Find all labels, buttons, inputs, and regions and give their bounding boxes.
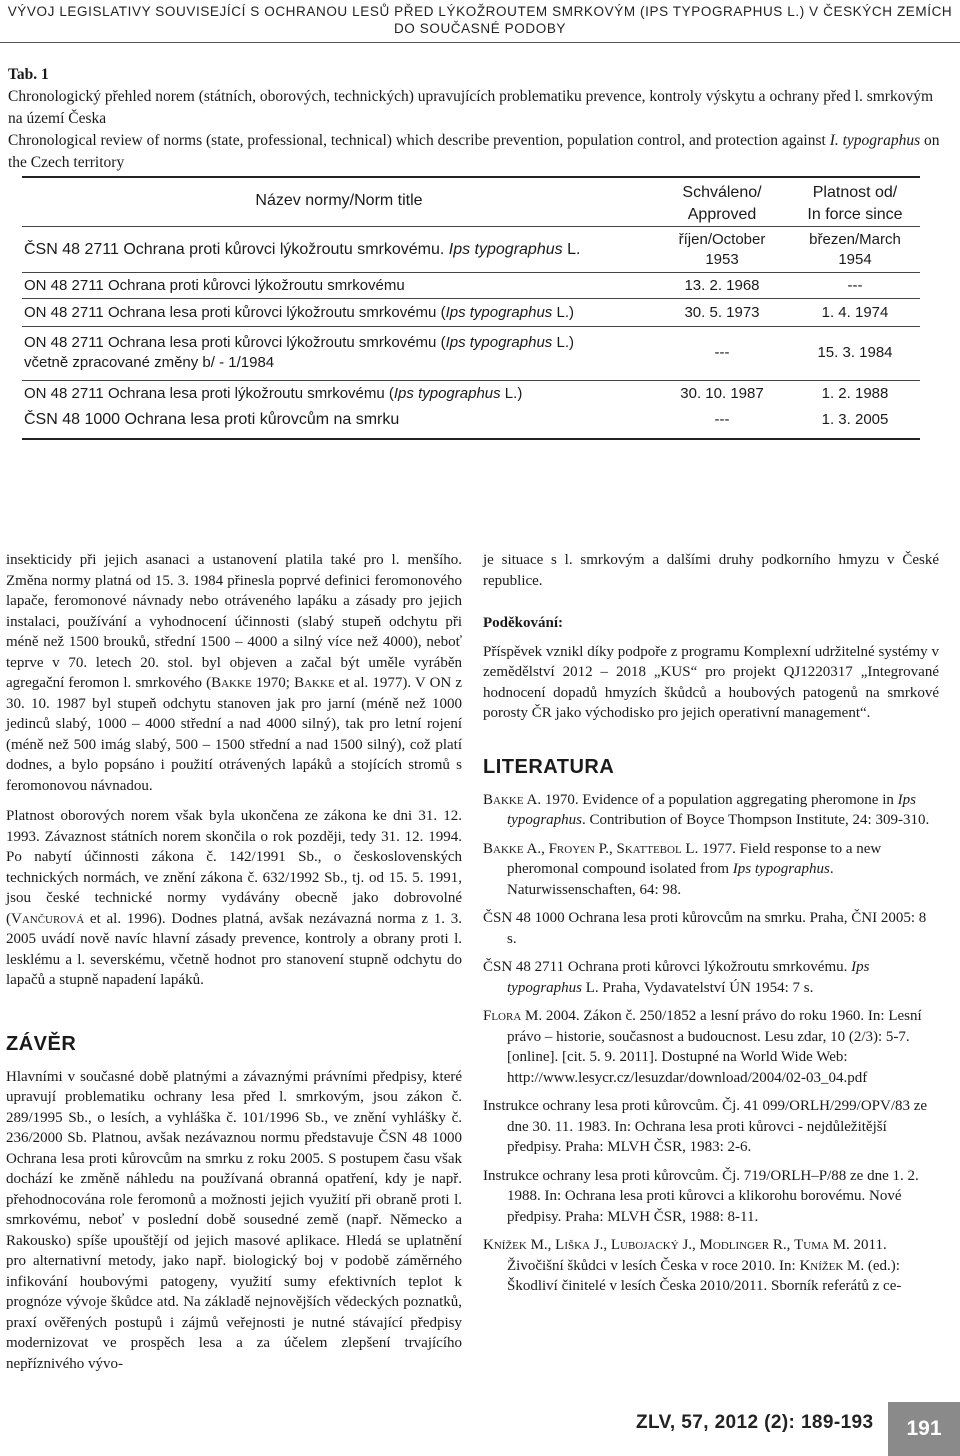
caption-english-tail: on the Czech territory xyxy=(8,132,940,171)
header-force-cz: Platnost od/ xyxy=(812,184,898,201)
table-row-5-title: ČSN 48 1000 Ochrana lesa proti kůrovcům na smrku xyxy=(24,411,400,428)
table-row-2-in-force: 1. 4. 1974 xyxy=(821,304,889,321)
ref-author: Skattebol xyxy=(616,840,682,857)
row-force-a: březen/March xyxy=(809,231,901,248)
row-species: Ips typographus xyxy=(445,304,553,321)
right-column xyxy=(483,550,939,1305)
row-title-tail: L.) xyxy=(552,334,574,351)
reference-item: Instrukce ochrany lesa proti kůrovcům. Čj. 41 099/ORLH/299/OPV/83 ze dne 30. 11. 1983. In: Ochrana lesa proti kůrovci - nejdůležitější předpisy. Praha: MLVH ČSR, 1983: 2-6. xyxy=(483,1098,928,1155)
table-caption xyxy=(8,64,943,174)
ref-text: M. 2004. Zákon č. 250/1852 a lesní právo do roku 1960. In: Lesní právo – historie, současnost a budoucnost. Lesu zdar, 10 (2/3): 5-7. [online]. [cit. 5. 9. 2011]. Dostupné na World Wide Web: http://www.lesycr.cz/lesuzdar/download/2004/02-03_04.pdf xyxy=(507,1008,922,1086)
ref-text: A. 1970. Evidence of a population aggregating pheromone in xyxy=(523,791,898,808)
row-title-text: ČSN 48 2711 Ochrana proti kůrovci lýkožroutu smrkovému. xyxy=(24,241,449,258)
ref-author: Tuma xyxy=(794,1237,829,1253)
table-row-1-approved: 13. 2. 1968 xyxy=(684,277,760,294)
row-species: Ips typographus xyxy=(393,385,501,402)
reference-item: Instrukce ochrany lesa proti kůrovcům. Čj. 719/ORLH–P/88 ze dne 1. 2. 1988. In: Ochrana lesa proti kůrovci a klikorohu borovému. Nové předpisy. Praha: MLVH ČSR, 1988: 8-11. xyxy=(483,1167,919,1225)
ref-text: . Contribution of Boyce Thompson Institute, 24: 309-310. xyxy=(582,812,930,828)
header-approved-en: Approved xyxy=(687,206,757,223)
table-row-3-in-force: 15. 3. 1984 xyxy=(817,344,893,361)
header-in-force xyxy=(790,182,920,226)
section-heading-literature: LITERATURA xyxy=(483,755,615,778)
left-column xyxy=(6,550,462,1384)
header-rule xyxy=(22,226,920,227)
ref-italic: Ips typographus xyxy=(507,959,870,996)
table-row-4-approved: 30. 10. 1987 xyxy=(680,385,764,402)
table-row-4-in-force: 1. 2. 1988 xyxy=(821,385,889,402)
ref-text: R., xyxy=(769,1237,795,1253)
row-rule xyxy=(22,326,920,327)
table-bottom-rule xyxy=(22,438,920,440)
reference-item: ČSN 48 1000 Ochrana lesa proti kůrovcům na smrku. Praha, ČNI 2005: 8 s. xyxy=(483,910,927,947)
row-title-tail: L. xyxy=(562,241,581,258)
caption-species: I. typographus xyxy=(829,132,921,149)
paragraph-text: 1970; xyxy=(251,675,295,691)
row-title-text: ON 48 2711 Ochrana lesa proti kůrovci lýkožroutu smrkovému ( xyxy=(24,334,446,351)
ref-text: M. (ed.): Škodliví činitelé v lesích Česka 2010/2011. Sborník referátů z ce- xyxy=(507,1257,902,1294)
ref-author: Liška xyxy=(555,1237,591,1253)
table-row-4-title xyxy=(24,384,654,404)
paragraph-text: Platnost oborových norem však byla ukončena ze zákona ke dni 31. 12. 1993. Závaznost státních norem skončila o rok později, tedy 31. 12. 1994. Po nabytí účinnosti zákona č. 142/1991 Sb., o československých technických normách, ve znění zákona č. 632/1992 Sb., tj. od 15. 5. 1991, jsou české technické normy vydávány obecně jako dobrovolné ( xyxy=(6,808,462,927)
reference-item xyxy=(483,1006,939,1088)
reference-item xyxy=(483,839,939,901)
ref-italic: Ips typographus xyxy=(507,791,916,828)
header-force-en: In force since xyxy=(807,206,903,223)
ref-author: Flora xyxy=(483,1008,522,1024)
citation-author: Bakke xyxy=(211,675,252,691)
table-row-0-title xyxy=(24,240,654,260)
ref-author: Froyen xyxy=(548,840,595,857)
header-approved xyxy=(652,182,792,226)
table-row-2-approved: 30. 5. 1973 xyxy=(684,304,760,321)
ref-text: M., xyxy=(526,1237,556,1253)
paragraph xyxy=(6,550,462,796)
paragraph xyxy=(6,806,462,991)
header-approved-cz: Schváleno/ xyxy=(682,184,762,201)
paragraph-text: et al. 1996). Dodnes platná, avšak nezávazná norma z 1. 3. 2005 uvádí nově navíc hlavní zásady prevence, kontroly a obrany proti l. lesklému a l. severskému, včetně hodnot pro stanovení stupně odchytu do lapačů a stupně napadení lapáků. xyxy=(6,910,462,988)
row-title-line2: včetně zpracované změny b/ - 1/1984 xyxy=(24,354,275,371)
ref-text: L. 1977. Field response to a new pheromonal compound isolated from xyxy=(507,840,882,877)
ref-author: Bakke xyxy=(483,840,524,857)
reference-item xyxy=(483,790,939,831)
header-divider xyxy=(0,42,960,43)
paragraph-text: insekticidy při jejich asanaci a ustanovení platila také pro l. menšího. Změna normy platná od 15. 3. 1984 přinesla poprvé definici feromonového lapače, feromonové návnady nebo otráveného lapáku a zásady pro jejich instalaci, používání a vyhodnocení účinnosti (slabý stupeň odchytu při méně než 1500 brouků, střední 1500 – 4000 a silný více než 4000), neboť teprve v 70. letech 20. stol. byl objeven a začal být uměle vyráběn agregační feromon l. smrkového ( xyxy=(6,552,462,691)
row-title-tail: L.) xyxy=(552,304,574,321)
page-number: 191 xyxy=(888,1402,960,1456)
paragraph: je situace s l. smrkovým a dalšími druhy podkorního hmyzu v České republice. xyxy=(483,552,939,589)
table-row-1-in-force: --- xyxy=(847,277,863,294)
ref-text: J., xyxy=(590,1237,611,1253)
row-title-tail: L.) xyxy=(500,385,523,402)
row-rule xyxy=(22,380,920,381)
row-approved-a: říjen/October xyxy=(678,231,766,248)
citation-author: Bakke xyxy=(294,675,335,691)
ref-author: Knížek xyxy=(483,1237,527,1253)
row-species: Ips typographus xyxy=(445,334,553,351)
ref-text: ČSN 48 2711 Ochrana proti kůrovci lýkožroutu smrkovému. xyxy=(483,959,852,975)
row-rule xyxy=(22,272,920,273)
row-approved-b: 1953 xyxy=(705,251,739,268)
row-rule xyxy=(22,298,920,299)
table-row-2-title xyxy=(24,303,654,323)
table-row-5-in-force: 1. 3. 2005 xyxy=(821,411,889,428)
running-header-line1: VÝVOJ LEGISLATIVY SOUVISEJÍCÍ S OCHRANOU LESŮ PŘED LÝKOŽROUTEM SMRKOVÝM (IPS TYPOGRAPHUS L.) V ČESKÝCH ZEMÍCH xyxy=(7,4,953,19)
ref-author: Knížek xyxy=(799,1257,844,1274)
acknowledgement-text: Příspěvek vznikl díky podpoře z programu Komplexní udržitelné systémy v zemědělství 2012 – 2018 „KUS“ pro projekt QJ1220317 „Integrované hodnocení dopadů hmyzích škůdců a houbových patogenů na smrkové porosty ČR jako východisko pro jejich operativní management“. xyxy=(483,643,939,721)
table-row-0-approved xyxy=(652,230,792,270)
paragraph: Hlavními v současné době platnými a závaznými právními předpisy, které upravují problematiku ochrany lesa před l. smrkovým, jsou zákon č. 289/1995 Sb., o lesích, a vyhláška č. 101/1996 Sb., ve znění vyhlášky č. 236/2000 Sb. Platnou, avšak nezávaznou normu představuje ČSN 48 1000 Ochrana lesa proti kůrovcům na smrku z roku 2005. S postupem času však dochází ke změně náhledu na používaná obranná opatření, kdy je např. přehodnocována role feromonů a možnosti jejich využití při obraně proti l. smrkovému, neboť v poslední době sousedné země (např. Německo a Rakousko) spíše upouštějí od jejich masové aplikace. Hledá se uplatnění pro alternativní metody, jako např. biologický boj v podobě záměrného infikování houbovými patogeny, využití sumy efektivních teplot k prognóze vývoje škůdce atd. Na základě nejnovějších vědeckých poznatků, praxí ověřených postupů i zájmů veřejnosti je nutné stávající předpisy modernizovat ve prospěch lesa a za účelem zlepšení trvajícího nepříznivého vývo- xyxy=(6,1068,462,1372)
row-species: Ips typographus xyxy=(448,241,563,258)
ref-author: Modlinger xyxy=(699,1237,770,1253)
ref-text: . Naturwissenschaften, 64: 98. xyxy=(507,861,834,898)
ref-text: M. 2011. Živočišní škůdci v lesích Česka v roce 2010. In: xyxy=(507,1237,887,1274)
paragraph-text: et al. 1977). V ON z 30. 10. 1987 byl stupeň odchytu stanoven jak pro jarní (méně než 1000 jedinců slabý, 1000 – 4000 střední a nad 4000 silný), tak pro letní rojení (méně než 500 imág slabý, 500 – 1500 střední a nad 1500 silný), což platí dodnes, a bylo popsáno i použití otrávených lapáků a stojících stromů s feromonovou návnadou. xyxy=(6,675,463,794)
row-title-text: ON 48 2711 Ochrana lesa proti lýkožroutu smrkovému ( xyxy=(24,385,394,402)
table-row-1-title: ON 48 2711 Ochrana proti kůrovci lýkožroutu smrkovému xyxy=(24,277,405,294)
caption-english-text: Chronological review of norms (state, professional, technical) which describe prevention, population control, and protection against xyxy=(8,132,830,149)
caption-czech: Chronologický přehled norem (státních, oborových, technických) upravujících problematiku prevence, kontroly výskytu a ochrany před l. smrkovým na území Česka xyxy=(8,88,934,127)
citation-author: Vančurová xyxy=(11,910,85,927)
ref-text: J., xyxy=(678,1237,700,1253)
reference-item xyxy=(483,957,939,998)
table-row-3-approved: --- xyxy=(714,344,730,361)
running-header-line2: DO SOUČASNÉ PODOBY xyxy=(393,21,567,36)
acknowledgement-heading: Poděkování: xyxy=(483,615,564,631)
header-norm-title: Název normy/Norm title xyxy=(255,192,423,209)
journal-reference: ZLV, 57, 2012 (2): 189-193 xyxy=(636,1412,874,1433)
ref-author: Lubojacký xyxy=(610,1237,679,1253)
ref-italic: Ips typographus xyxy=(732,861,830,877)
ref-author: Bakke xyxy=(483,791,524,808)
reference-item xyxy=(483,1235,939,1297)
row-force-b: 1954 xyxy=(838,251,872,268)
ref-text: L. Praha, Vydavatelství ÚN 1954: 7 s. xyxy=(582,979,814,996)
ref-text: A., xyxy=(523,840,549,857)
table-row-0-in-force xyxy=(790,230,920,270)
ref-text: P., xyxy=(594,840,617,857)
caption-label: Tab. 1 xyxy=(8,66,49,83)
table-row-5-approved: --- xyxy=(714,411,730,428)
row-title-text: ON 48 2711 Ochrana lesa proti kůrovci lýkožroutu smrkovému ( xyxy=(24,304,446,321)
table-top-rule xyxy=(22,176,920,178)
table-row-3-title xyxy=(24,333,654,373)
section-heading-conclusion: ZÁVĚR xyxy=(6,1032,77,1055)
caption-english xyxy=(8,130,943,174)
